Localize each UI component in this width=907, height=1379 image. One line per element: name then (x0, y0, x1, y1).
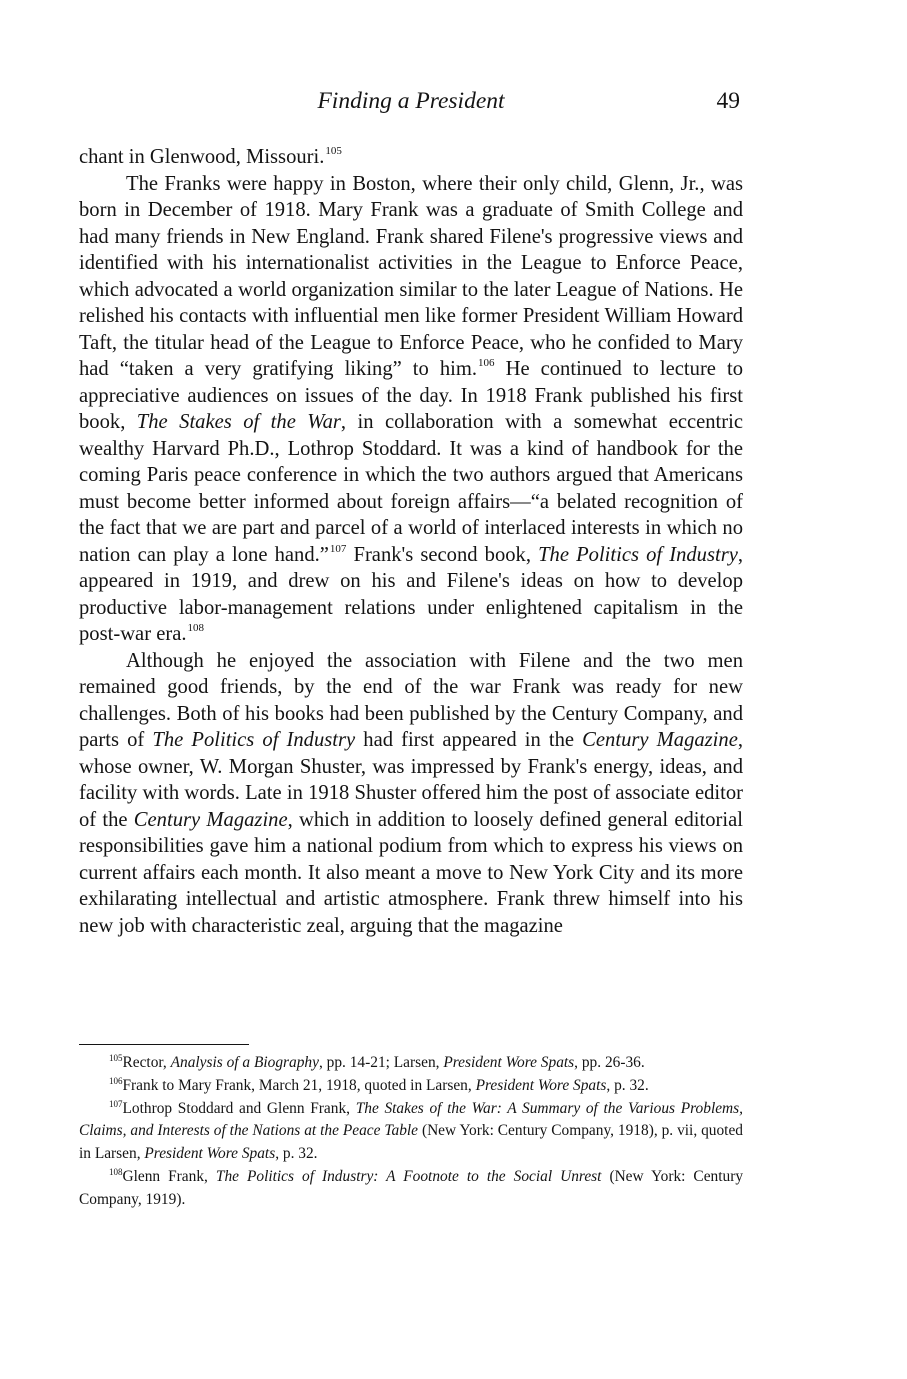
footnote-number: 108 (109, 1166, 123, 1177)
footnote-title: President Wore Spats (443, 1054, 575, 1071)
paragraph-text: The Franks were happy in Boston, where their only child, Glenn, Jr., was born in December of 1918. Mary Frank was a graduate of Smith College and had many friends in New England. Frank shared Filene's progressive views and identified with his internationalist activities in the League to Enforce Peace, which advocated a world organization similar to the later League of Nations. He relished his contacts with influential men like former President William Howard Taft, the titular head of the League to Enforce Peace, who he confided to Mary had “taken a very gratifying liking” to him. (79, 172, 743, 380)
running-head (79, 86, 743, 120)
book-title: The Politics of Industry (538, 543, 738, 566)
footnote-ref-108: 108 (187, 622, 204, 634)
paragraph-text: had first appeared in the (355, 729, 583, 751)
paragraph-text: , appeared in 1919, and drew on his and Filene's ideas on how to develop productive labor-management relations under enlightened capitalism in the post-war era. (79, 543, 744, 645)
footnote-106 (79, 1075, 743, 1098)
book-title: The Politics of Industry (152, 729, 356, 751)
paragraph-text: , whose owner, W. Morgan Shuster, was impressed by Frank's energy, ideas, and facility with words. Late in 1918 Shuster offered him the post of associate editor of the (79, 729, 743, 831)
magazine-title: Century Magazine (582, 729, 738, 751)
paragraph-text: Although he enjoyed the association with Filene and the two men remained good friends, by the end of the war Frank was ready for new challenges. Both of his books had been published by the Century Company, and parts of (79, 649, 743, 751)
footnote-text: , pp. 14-21; Larsen, (318, 1054, 444, 1071)
paragraph-2 (79, 171, 743, 648)
paragraph-text: Frank's second book, (346, 543, 539, 566)
running-title: Finding a President (317, 88, 505, 114)
footnote-title: President Wore Spats (144, 1145, 276, 1163)
footnote-107 (79, 1098, 743, 1166)
paragraph-text: , which in addition to loosely defined general editorial responsibilities gave him a national podium from which to express his views on current affairs each month. It also meant a move to New York City and its more exhilarating intellectual and artistic atmosphere. Frank threw himself into his new job with characteristic zeal, arguing that the magazine (79, 808, 743, 937)
footnote-text: (New York: Century Company, 1918), p. vii, quoted in Larsen, (79, 1122, 743, 1163)
footnotes (79, 1052, 743, 1212)
page-number: 49 (716, 88, 740, 114)
footnote-number: 107 (109, 1098, 123, 1109)
footnote-divider (79, 1044, 249, 1045)
paragraph-3 (79, 648, 743, 940)
footnote-108 (79, 1166, 743, 1212)
footnote-text: , p. 32. (275, 1145, 318, 1163)
footnote-title: The Politics of Industry: A Footnote to the Social Unrest (215, 1167, 602, 1185)
footnote-title: Analysis of a Biography (170, 1054, 319, 1071)
footnote-title: The Stakes of the War: A Summary of the Various Problems, Claims, and Interests of the Nations at the Peace Table (79, 1099, 744, 1140)
paragraph-text: chant in Glenwood, Missouri. (79, 146, 325, 168)
paragraph-text: He continued to lecture to appreciative audiences on issues of the day. In 1918 Frank published his first book, (79, 358, 743, 433)
footnote-title: President Wore Spats (475, 1076, 607, 1094)
footnote-text: , pp. 26-36. (574, 1054, 645, 1071)
paragraph-1 (79, 144, 743, 171)
footnote-text: Glenn Frank, (122, 1167, 216, 1185)
book-title: The Stakes of the War (136, 411, 341, 433)
footnote-text: , p. 32. (606, 1076, 649, 1094)
paragraph-text: , in collaboration with a somewhat eccentric wealthy Harvard Ph.D., Lothrop Stoddard. It was a kind of handbook for the coming Paris peace conference in which the two authors argued that Americans must become better informed about foreign affairs—“a belated recognition of the fact that we are part and parcel of a world of interlaced interests in which no nation can play a lone hand.” (79, 411, 744, 566)
footnote-ref-105: 105 (325, 145, 342, 157)
footnote-ref-107: 107 (329, 542, 347, 555)
footnote-number: 106 (109, 1075, 123, 1086)
footnote-text: Lothrop Stoddard and Glenn Frank, (122, 1099, 356, 1117)
footnote-text: Rector, (122, 1054, 171, 1071)
footnote-text: (New York: Century Company, 1919). (79, 1167, 744, 1208)
footnote-ref-106: 106 (478, 357, 495, 369)
body-text (79, 144, 743, 939)
footnote-105 (79, 1052, 743, 1075)
magazine-title: Century Magazine (133, 808, 288, 831)
footnote-text: Frank to Mary Frank, March 21, 1918, quoted in Larsen, (122, 1076, 476, 1094)
footnote-number: 105 (109, 1053, 123, 1063)
